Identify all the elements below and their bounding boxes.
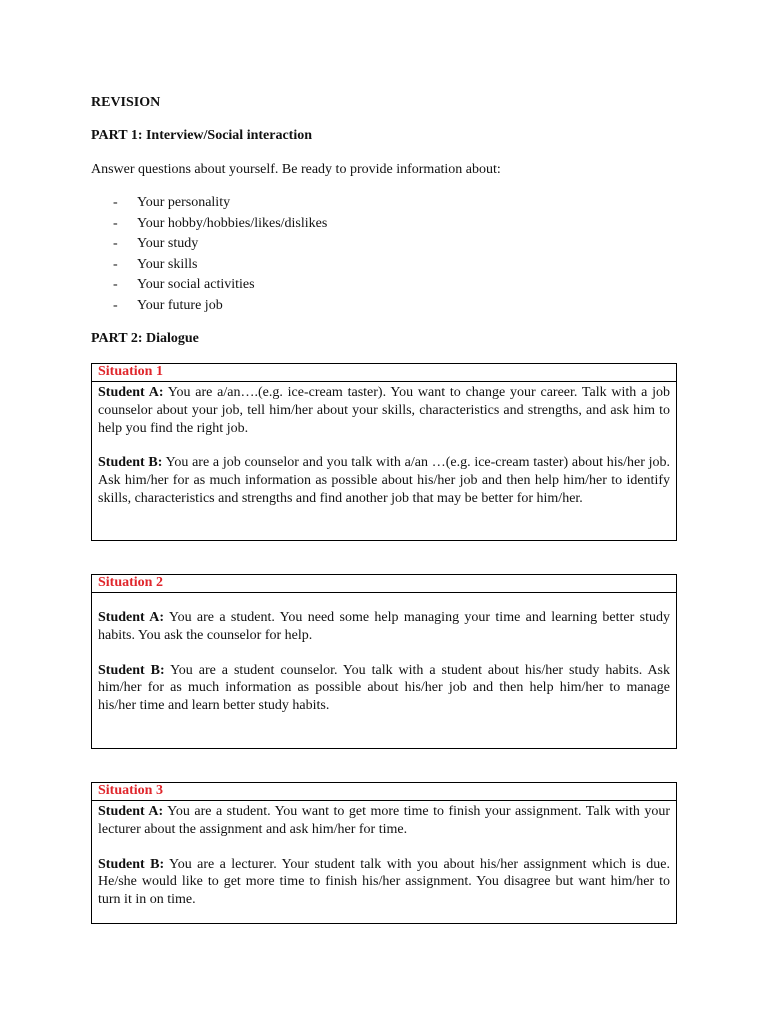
student-b-text: You are a job counselor and you talk with a/an …(e.g. ice-cream taster) about his/her job. Ask him/her for as much information as possible about his/her job and then help him/her to identify skills, characteristics and strengths and find another job that may be better for him/her. [98, 455, 670, 506]
student-a-paragraph [98, 609, 670, 645]
student-b-paragraph [98, 856, 670, 909]
list-item [113, 236, 327, 257]
list-item-text: Your social activities [137, 277, 255, 292]
bullet-dash: - [113, 236, 118, 251]
student-b-text: You are a student counselor. You talk with a student about his/her study habits. Ask him/her for as much information as possible about his/her job and then help him/her to manage his/her time and learn better study habits. [98, 662, 671, 714]
student-a-paragraph [98, 384, 670, 437]
student-b-text: You are a lecturer. Your student talk with you about his/her assignment which is due. He/she would like to get more time to finish his/her assignment. You disagree but want him/her to turn it in on time. [98, 856, 670, 908]
bullet-dash: - [113, 195, 118, 210]
list-item-text: Your skills [137, 256, 198, 272]
bullet-dash: - [113, 297, 118, 313]
list-item [113, 195, 327, 216]
list-item [113, 216, 327, 237]
situation-box-1 [91, 363, 677, 541]
situation-title: Situation 1 [92, 364, 676, 382]
list-item-text: Your study [137, 236, 199, 251]
student-a-text: You are a student. You need some help managing your time and learning better study habits. You ask the counselor for help. [98, 610, 670, 643]
student-a-label: Student A: [98, 610, 165, 625]
student-b-paragraph [98, 454, 670, 507]
student-b-label: Student B: [98, 856, 165, 872]
bullet-dash: - [113, 256, 118, 272]
bullet-dash: - [113, 277, 118, 292]
list-item-text: Your future job [137, 297, 223, 313]
situation-box-2 [91, 574, 677, 749]
student-a-text: You are a student. You want to get more time to finish your assignment. Talk with your lecturer about the assignment and ask him/her for time. [98, 804, 670, 837]
list-item [113, 257, 327, 278]
student-a-label: Student A: [98, 804, 164, 819]
student-b-paragraph [98, 662, 670, 715]
student-b-label: Student B: [98, 455, 163, 471]
student-b-label: Student B: [98, 662, 165, 678]
part1-intro: Answer questions about yourself. Be ready to provide information about: [91, 162, 501, 177]
situation-title: Situation 3 [92, 783, 676, 801]
list-item-text: Your personality [137, 195, 231, 210]
situation-title: Situation 2 [92, 575, 676, 593]
list-item [113, 298, 327, 319]
situation-body [92, 801, 676, 909]
topic-list [113, 195, 327, 318]
part2-title: PART 2: Dialogue [91, 331, 199, 346]
list-item [113, 277, 327, 298]
student-a-paragraph [98, 803, 670, 839]
student-a-text: You are a/an….(e.g. ice-cream taster). You want to change your career. Talk with a job counselor about your job, tell him/her about your skills, characteristics and strengths, and ask him to help you find the right job. [98, 385, 670, 436]
situation-body [92, 593, 676, 715]
situation-body [92, 382, 676, 508]
list-item-text: Your hobby/hobbies/likes/dislikes [137, 215, 328, 231]
part1-title: PART 1: Interview/Social interaction [91, 128, 313, 143]
situation-box-3 [91, 782, 677, 924]
revision-title: REVISION [91, 95, 161, 110]
student-a-label: Student A: [98, 385, 164, 400]
bullet-dash: - [113, 215, 118, 231]
